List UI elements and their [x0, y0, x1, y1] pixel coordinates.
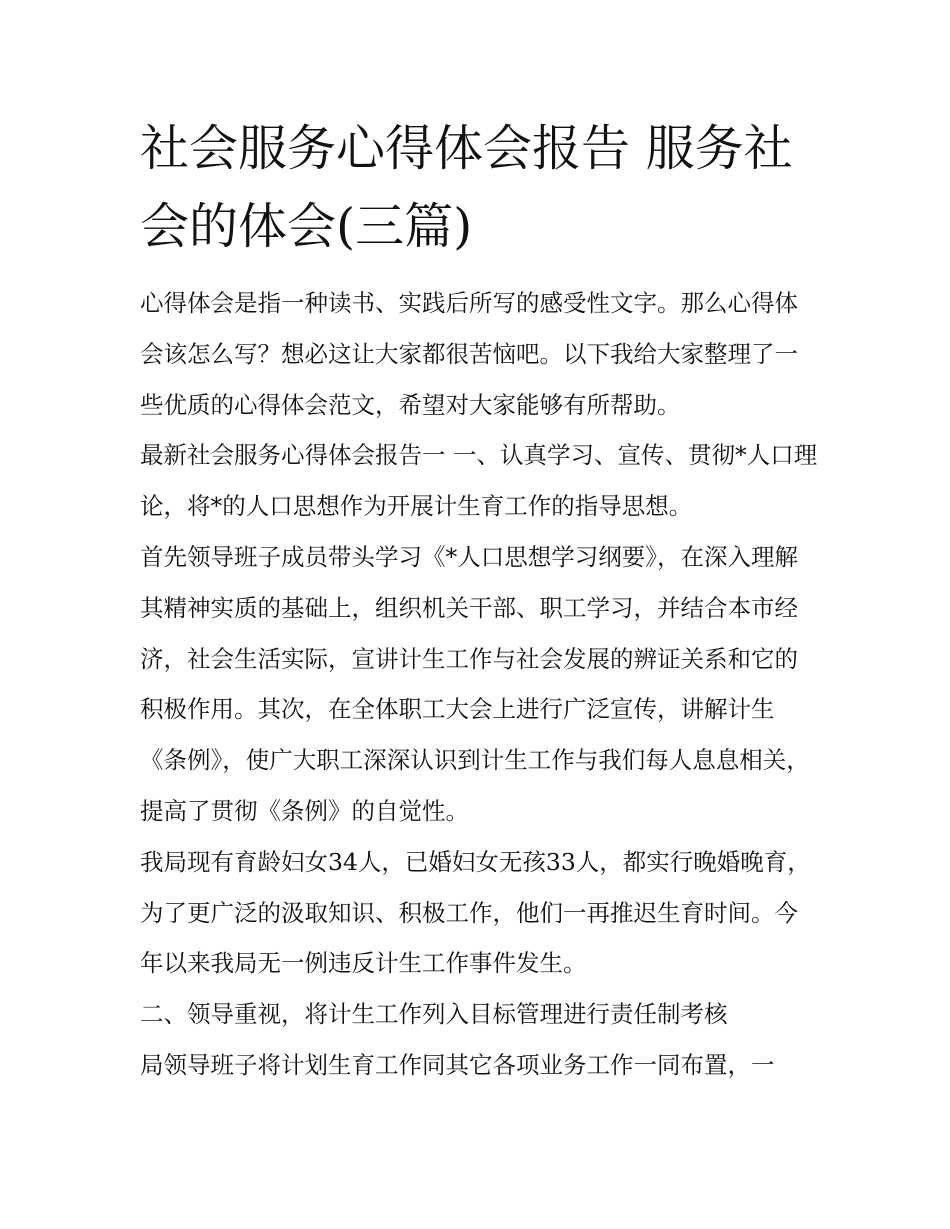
document-title: 社会服务心得体会报告 服务社会的体会(三篇) — [140, 120, 793, 255]
paragraph-statistics: 我局现有育龄妇女34人，已婚妇女无孩33人，都实行晚婚晚育，为了更广泛的汲取知识、积极工作，他们一再推迟生育时间。今年以来我局无一例违反计生工作事件发生。 — [140, 847, 811, 978]
paragraph-intro: 心得体会是指一种读书、实践后所写的感受性文字。那么心得体会该怎么写？想必这让大家都很苦恼吧。以下我给大家整理了一些优质的心得体会范文，希望对大家能够有所帮助。 — [140, 289, 798, 419]
paragraph-section-two-body: 局领导班子将计划生育工作同其它各项业务工作一同布置，一 — [140, 1050, 775, 1079]
paragraph-study-propaganda: 首先领导班子成员带头学习《*人口思想学习纲要》，在深入理解其精神实质的基础上，组织机关干部、职工学习，并结合本市经济，社会生活实际，宣讲计生工作与社会发展的辨证关系和它的积极作用。其次，在全体职工大会上进行广泛宣传，讲解计生《条例》，使广大职工深深认识到计生工作与我们每人息息相关，提高了贯彻《条例》的自觉性。 — [140, 542, 810, 825]
paragraph-report-one-section-one: 最新社会服务心得体会报告一 一、认真学习、宣传、贯彻*人口理论，将*的人口思想作为开展计生育工作的指导思想。 — [140, 441, 818, 521]
document-body — [140, 278, 820, 1091]
paragraph-section-two-heading: 二、领导重视，将计生工作列入目标管理进行责任制考核 — [140, 1000, 728, 1029]
